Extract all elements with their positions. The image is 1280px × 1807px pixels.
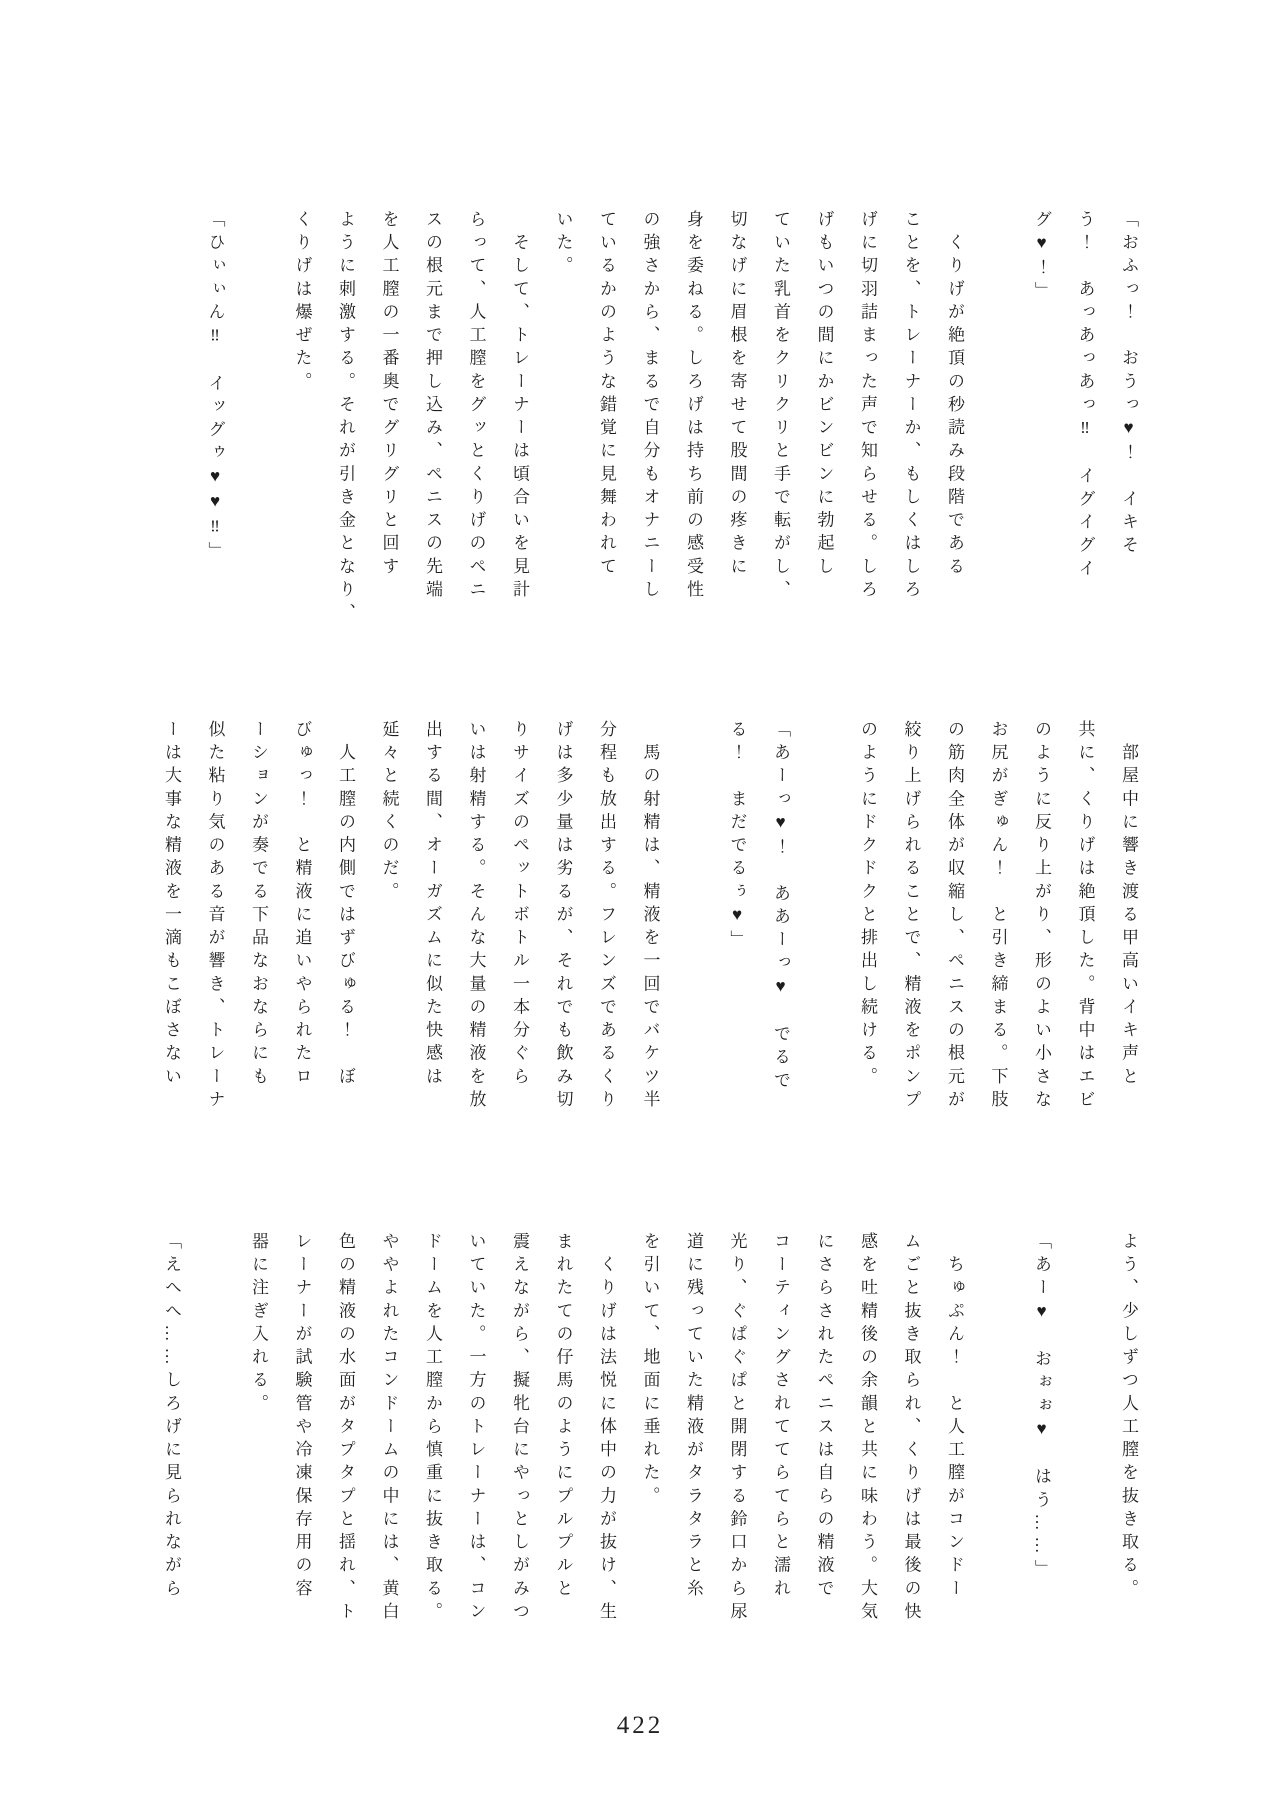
text-column: げは多少量は劣るが、それでも飲み切	[553, 720, 573, 1114]
text-column	[237, 210, 281, 630]
text-column: 人工膣の内側ではずびゅる！ ぼ	[336, 720, 355, 1090]
text-column: ーションが奏でる下品なおならにも	[249, 720, 268, 1090]
text-column: びゅっ！ と精液に追いやられたロ	[292, 720, 312, 1090]
text-column: の強さから、まるで自分もオナニーし	[640, 210, 660, 604]
text-column: いていた。一方のトレーナーは、コン	[466, 1232, 486, 1626]
text-column: 共に、くりげは絶頂した。背中はエビ	[1075, 720, 1095, 1114]
text-column: 色の精液の水面がタプタプと揺れ、ト	[336, 1232, 355, 1626]
text-column: ややよれたコンドームの中には、黄白	[379, 1232, 399, 1626]
text-column: 光り、ぐぱぐぱと開閉する鈴口から尿	[727, 1232, 747, 1626]
text-column	[193, 1232, 237, 1652]
text-column: 絞り上げられることで、精液をポンプ	[901, 720, 921, 1114]
text-column	[976, 210, 1020, 630]
text-column: まれたての仔馬のようにプルプルと	[553, 1232, 573, 1602]
text-column: げに切羽詰まった声で知らせる。しろ	[858, 210, 877, 604]
text-column: のように反り上がり、形のよい小さな	[1032, 720, 1051, 1114]
text-column: のようにドクドクと排出し続ける。	[858, 720, 877, 1090]
text-column	[1063, 1232, 1107, 1652]
text-column: ドームを人工膣から慎重に抜き取る。	[423, 1232, 442, 1626]
text-column: ムごと抜き取られ、くりげは最後の快	[901, 1232, 921, 1626]
text-column: ーは大事な精液を一滴もこぼさない	[162, 720, 181, 1090]
text-band-top	[193, 210, 1150, 630]
text-column	[802, 720, 846, 1140]
text-band-bottom	[150, 1232, 1151, 1652]
text-column: の筋肉全体が収縮し、ペニスの根元が	[945, 720, 964, 1114]
text-column: ちゅぷん！ と人工膣がコンドー	[945, 1232, 964, 1602]
text-column: 馬の射精は、精液を一回でバケツ半	[640, 720, 660, 1114]
text-column	[672, 720, 716, 1140]
text-column: いた。	[553, 210, 573, 280]
text-column: コーティングされててらてらと濡れ	[771, 1232, 790, 1602]
text-column: よう、少しずつ人工膣を抜き取る。	[1119, 1232, 1138, 1602]
text-column: お尻がぎゅん！ と引き締まる。下肢	[988, 720, 1008, 1114]
text-column: そして、トレーナーは頃合いを見計	[510, 210, 529, 604]
text-column: ことを、トレーナーか、もしくはしろ	[901, 210, 921, 604]
text-column: 分程も放出する。フレンズであるくり	[597, 720, 616, 1114]
text-column: 「あーっ♥！ ああーっ♥ でるで	[771, 720, 790, 1094]
text-column: スの根元まで押し込み、ペニスの先端	[423, 210, 442, 604]
text-column: 感を吐精後の余韻と共に味わう。大気	[858, 1232, 877, 1626]
text-column: にさらされたペニスは自らの精液で	[814, 1232, 834, 1602]
text-column: う！ あっあっあっ‼ イグイグイ	[1075, 210, 1095, 582]
text-column: 「ひぃぃん‼ イッグゥ♥♥‼」	[205, 210, 225, 565]
text-column: くりげが絶頂の秒読み段階である	[945, 210, 964, 580]
text-column: 「あー♥ おぉぉ♥ はう……」	[1032, 1232, 1051, 1583]
page-number: 422	[616, 1712, 664, 1739]
text-column: げもいつの間にかビンビンに勃起し	[814, 210, 834, 580]
text-column: らって、人工膣をグッとくりげのペニ	[466, 210, 486, 604]
text-column: る！ まだでるぅ♥」	[727, 720, 747, 954]
text-column: 出する間、オーガズムに似た快感は	[423, 720, 442, 1090]
text-column: 震えながら、擬牝台にやっとしがみつ	[510, 1232, 529, 1626]
text-column: を引いて、地面に垂れた。	[640, 1232, 660, 1510]
text-column: を人工膣の一番奥でグリグリと回す	[379, 210, 399, 580]
text-column: りサイズのペットボトル一本分ぐら	[510, 720, 529, 1090]
text-column: 部屋中に響き渡る甲高いイキ声と	[1119, 720, 1138, 1090]
text-column: レーナーが試験管や冷凍保存用の容	[292, 1232, 312, 1602]
text-column: ているかのような錯覚に見舞われて	[597, 210, 616, 580]
text-column: いは射精する。そんな大量の精液を放	[466, 720, 486, 1114]
text-column: 延々と続くのだ。	[379, 720, 399, 905]
text-column: ように刺激する。それが引き金となり、	[336, 210, 355, 627]
text-column	[976, 1232, 1020, 1652]
text-column: 切なげに眉根を寄せて股間の疼きに	[727, 210, 747, 580]
text-column: 身を委ねる。しろげは持ち前の感受性	[684, 210, 703, 604]
text-band-middle	[150, 720, 1151, 1140]
text-column: くりげは爆ぜた。	[292, 210, 312, 395]
text-column: 「おふっ！ おうっ♥！ イキそ	[1119, 210, 1138, 559]
text-column: くりげは法悦に体中の力が抜け、生	[597, 1232, 616, 1626]
text-column: グ♥！」	[1032, 210, 1051, 305]
text-column: 「えへへ……しろげに見られながら	[162, 1232, 181, 1602]
text-column: ていた乳首をクリクリと手で転がし、	[771, 210, 790, 604]
text-column: 器に注ぎ入れる。	[249, 1232, 268, 1417]
text-column: 似た粘り気のある音が響き、トレーナ	[205, 720, 225, 1114]
text-column: 道に残っていた精液がタラタラと糸	[684, 1232, 703, 1602]
